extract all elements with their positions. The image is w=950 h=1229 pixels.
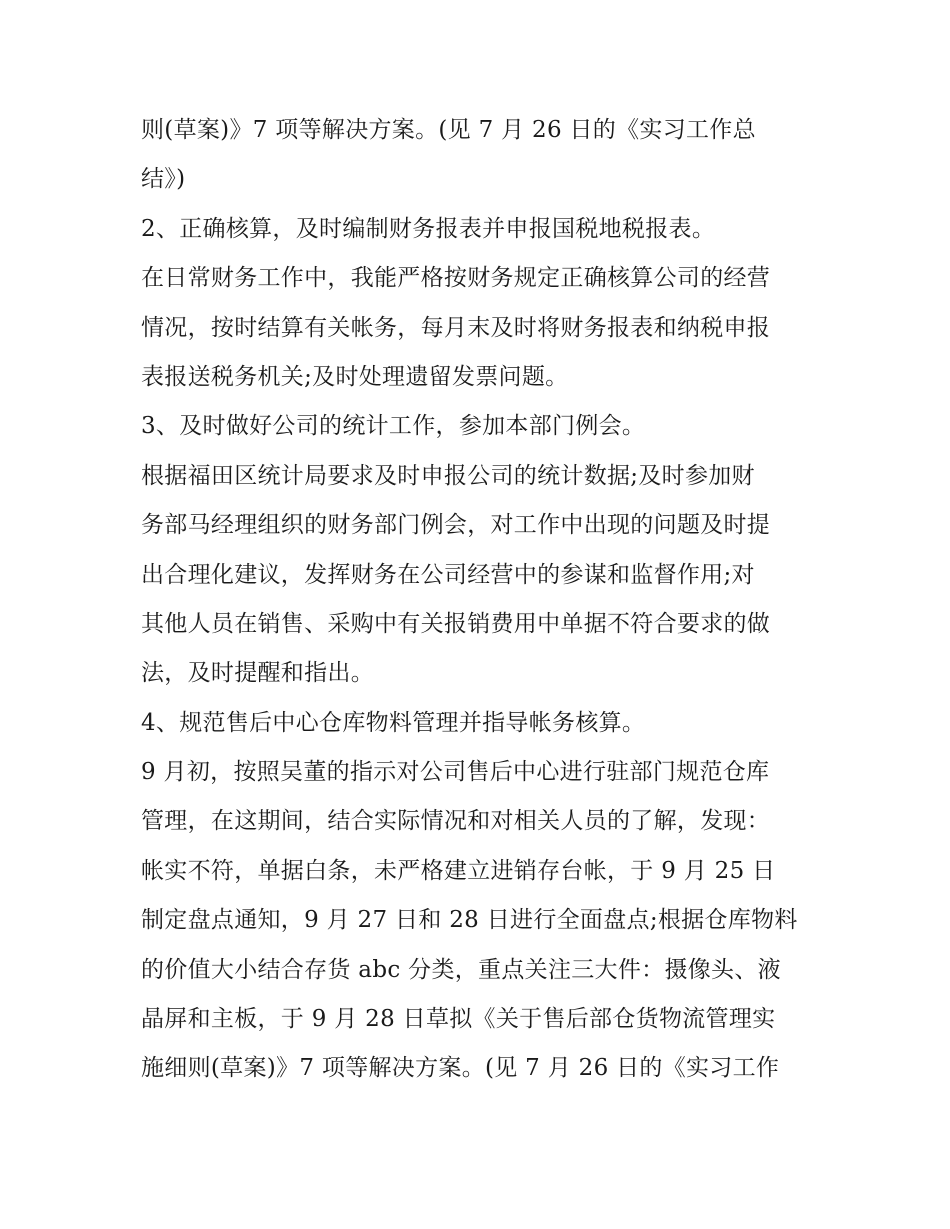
text-line: 务部马经理组织的财务部门例会，对工作中出现的问题及时提 bbox=[141, 512, 771, 539]
text-line: 出合理化建议，发挥财务在公司经营中的参谋和监督作用;对 bbox=[141, 561, 755, 588]
text-line: 管理，在这期间，结合实际情况和对相关人员的了解，发现： bbox=[141, 808, 771, 835]
text-line: 情况，按时结算有关帐务，每月末及时将财务报表和纳税申报 bbox=[141, 314, 771, 341]
text-line: 结》) bbox=[141, 166, 186, 193]
text-line: 晶屏和主板，于 9 月 28 日草拟《关于售后部仓货物流管理实 bbox=[141, 1006, 776, 1033]
section-heading: 2、正确核算，及时编制财务报表并申报国税地税报表。 bbox=[141, 215, 716, 242]
text-line: 的价值大小结合存货 abc 分类，重点关注三大件：摄像头、液 bbox=[141, 956, 781, 983]
text-line: 在日常财务工作中，我能严格按财务规定正确核算公司的经营 bbox=[141, 265, 771, 292]
text-line: 表报送税务机关;及时处理遗留发票问题。 bbox=[141, 363, 569, 390]
text-line: 则(草案)》7 项等解决方案。(见 7 月 26 日的《实习工作总 bbox=[141, 117, 756, 143]
text-line: 帐实不符，单据白条，未严格建立进销存台帐，于 9 月 25 日 bbox=[141, 857, 776, 884]
section-heading: 4、规范售后中心仓库物料管理并指导帐务核算。 bbox=[141, 709, 646, 736]
text-line: 根据福田区统计局要求及时申报公司的统计数据;及时参加财 bbox=[141, 462, 755, 489]
text-line: 法，及时提醒和指出。 bbox=[141, 660, 374, 687]
text-line: 施细则(草案)》7 项等解决方案。(见 7 月 26 日的《实习工作 bbox=[141, 1055, 780, 1082]
section-heading: 3、及时做好公司的统计工作，参加本部门例会。 bbox=[141, 413, 646, 440]
document-body bbox=[141, 106, 821, 1094]
text-line: 其他人员在销售、采购中有关报销费用中单据不符合要求的做 bbox=[141, 610, 771, 637]
text-line: 制定盘点通知，9 月 27 日和 28 日进行全面盘点;根据仓库物料 bbox=[141, 907, 798, 934]
text-line: 9 月初，按照吴董的指示对公司售后中心进行驻部门规范仓库 bbox=[141, 759, 770, 786]
